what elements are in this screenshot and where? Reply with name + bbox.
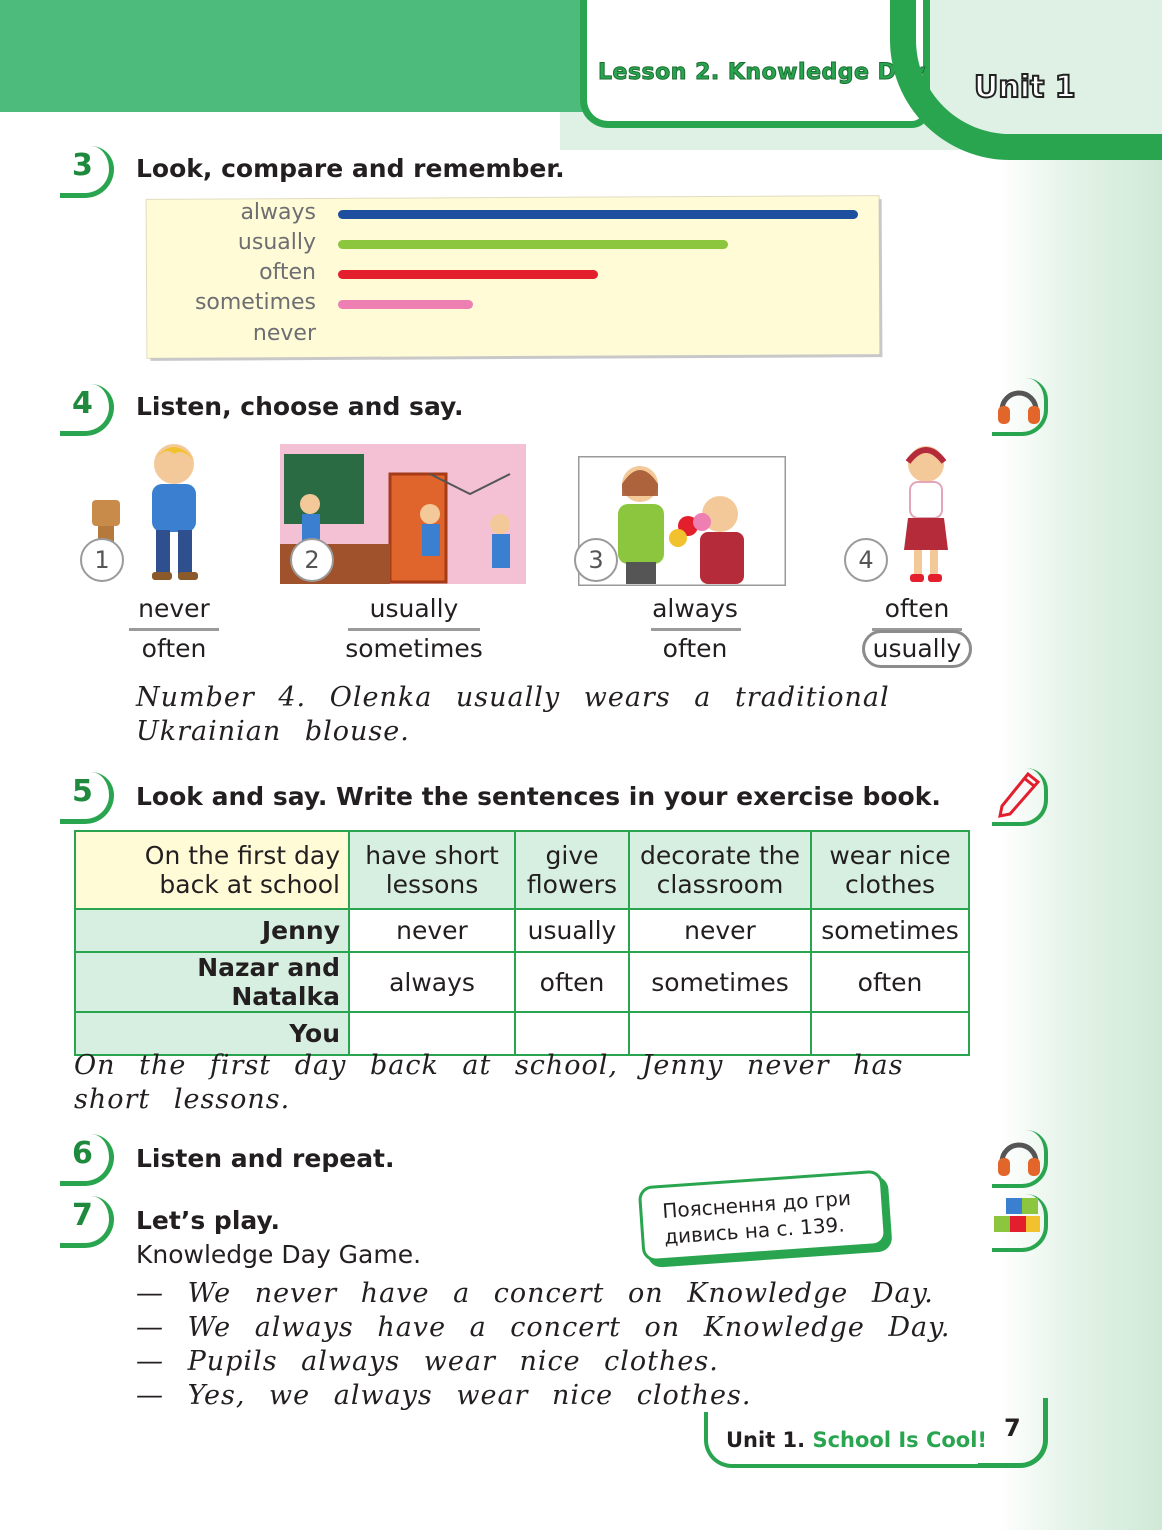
exercise-3-instruction: Look, compare and remember. [136,154,565,183]
pencil-icon[interactable] [992,768,1048,826]
chosen-answer-circle [862,630,972,668]
exercise-4-example-line-1: Number 4. Olenka usually wears a traditional [136,682,890,713]
freq-bar-always [338,210,858,219]
page-number-box [978,1398,1048,1468]
exercise-5-instruction: Look and say. Write the sentences in your exercise book. [136,782,941,811]
exercise-7-subtitle: Knowledge Day Game. [136,1240,422,1269]
freq-bar-usually [338,240,728,249]
table-row [75,909,969,952]
game-rules-note: Пояснення до гри дивись на с. 139. [638,1170,888,1263]
picture-number-1: 1 [80,538,124,582]
table-cell: often [811,952,969,1012]
option-1-divider [129,628,219,631]
dialogue-line-1: — We never have a concert on Knowledge Day. [136,1278,934,1309]
unit-title: Unit 1 [974,70,1076,105]
table-cell: always [349,952,515,1012]
option-3-divider [651,628,741,631]
freq-bar-often [338,270,598,279]
option-3-top[interactable]: always [652,594,738,623]
exercise-6-badge: 6 [62,1134,116,1188]
lesson-title: Lesson 2. Knowledge Day [598,60,926,85]
table-corner-cell: On the first day back at school [75,831,349,909]
header-green-band [0,0,600,112]
row-label-nazar-natalka: Nazar and Natalka [75,952,349,1012]
option-4-top[interactable]: often [884,594,950,623]
table-header-give-flowers: give flowers [515,831,629,909]
freq-label-never: never [252,321,316,346]
table-cell: never [629,909,811,952]
footer-unit-name: School Is Cool! [812,1428,988,1452]
table-header-short-lessons: have short lessons [349,831,515,909]
table-cell-empty[interactable] [629,1012,811,1055]
freq-label-always: always [240,200,316,225]
exercise-4-badge: 4 [62,384,116,438]
row-label-you: You [75,1012,349,1055]
frequency-table [74,830,970,1056]
footer-unit-prefix: Unit 1. [726,1428,806,1452]
exercise-3-badge: 3 [62,146,116,200]
table-cell: sometimes [629,952,811,1012]
table-cell: usually [515,909,629,952]
option-1-top[interactable]: never [138,594,210,623]
table-cell: often [515,952,629,1012]
exercise-5-example-line-2: short lessons. [74,1084,291,1115]
table-cell-empty[interactable] [811,1012,969,1055]
dialogue-line-4: — Yes, we always wear nice clothes. [136,1380,752,1411]
option-4-bottom[interactable]: usually [872,634,962,663]
table-cell: sometimes [811,909,969,952]
option-3-bottom[interactable]: often [662,634,728,663]
exercise-5-badge: 5 [62,772,116,826]
freq-bar-sometimes [338,300,473,309]
freq-label-often: often [259,260,316,285]
option-1-bottom[interactable]: often [141,634,207,663]
option-2-bottom[interactable]: sometimes [345,634,483,663]
headphones-icon[interactable] [992,1130,1048,1188]
game-blocks-icon[interactable] [992,1194,1048,1252]
option-2-divider [348,628,480,631]
picture-olenka [890,442,960,584]
table-cell: never [349,909,515,952]
exercise-4-instruction: Listen, choose and say. [136,392,464,421]
table-header-decorate: decorate the classroom [629,831,811,909]
picture-number-3: 3 [574,538,618,582]
exercise-7-instruction: Let’s play. [136,1206,280,1235]
table-header-nice-clothes: wear nice clothes [811,831,969,909]
dialogue-line-3: — Pupils always wear nice clothes. [136,1346,719,1377]
option-2-top[interactable]: usually [369,594,459,623]
row-label-jenny: Jenny [75,909,349,952]
freq-label-usually: usually [237,230,316,255]
footer-unit-title [726,1428,987,1452]
table-row [75,1012,969,1055]
picture-number-4: 4 [844,538,888,582]
right-gradient [1000,0,1162,1530]
table-cell-empty[interactable] [349,1012,515,1055]
picture-number-2: 2 [290,538,334,582]
headphones-icon[interactable] [992,378,1048,436]
dialogue-line-2: — We always have a concert on Knowledge Day. [136,1312,951,1343]
page-number: 7 [1004,1414,1021,1442]
exercise-5-example-line-1: On the first day back at school, Jenny never has [74,1050,904,1081]
table-cell-empty[interactable] [515,1012,629,1055]
table-row [75,952,969,1012]
exercise-7-badge: 7 [62,1196,116,1250]
exercise-4-example-line-2: Ukrainian blouse. [136,716,410,747]
freq-label-sometimes: sometimes [194,290,316,315]
exercise-6-instruction: Listen and repeat. [136,1144,395,1173]
